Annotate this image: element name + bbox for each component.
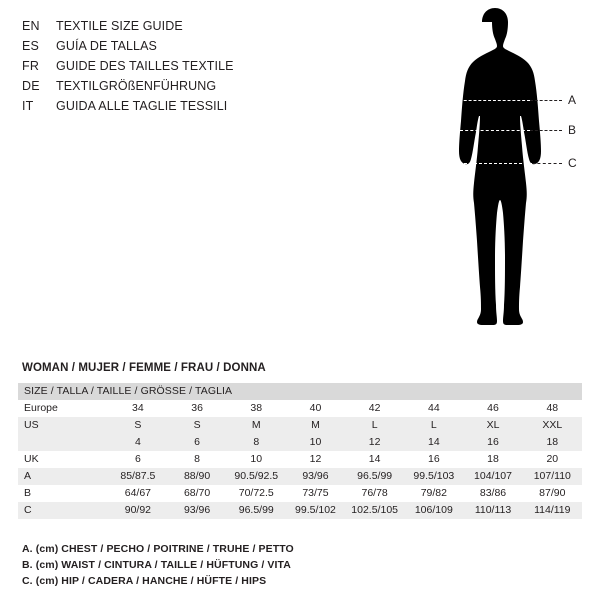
cell: 10 xyxy=(309,436,322,448)
cell: 34 xyxy=(132,402,144,414)
cell: 44 xyxy=(427,402,440,414)
cell: 114/119 xyxy=(534,504,571,516)
cell: 20 xyxy=(546,453,559,465)
cell: 36 xyxy=(191,402,203,414)
language-row-fr xyxy=(22,56,322,76)
table-row xyxy=(18,502,582,519)
measure-label-b: B xyxy=(568,123,577,137)
cell: 14 xyxy=(427,436,440,448)
cell: 40 xyxy=(309,402,322,414)
table-row xyxy=(18,485,582,502)
size-table-wrapper xyxy=(18,383,582,519)
cell: L xyxy=(371,419,378,431)
measure-line-a-inner xyxy=(454,100,530,101)
language-code-de: DE xyxy=(22,79,40,93)
row-label-us: US xyxy=(24,419,39,431)
row-label-c: C xyxy=(24,504,32,516)
table-row xyxy=(18,451,582,468)
cell: 93/96 xyxy=(302,470,329,482)
cell: 8 xyxy=(253,436,260,448)
cell: 79/82 xyxy=(420,487,447,499)
table-row xyxy=(18,400,582,417)
cell: 102.5/105 xyxy=(351,504,398,516)
cell: 18 xyxy=(487,453,499,465)
language-row-de xyxy=(22,76,322,96)
table-row xyxy=(18,417,582,434)
cell: 38 xyxy=(250,402,263,414)
cell: 99.5/103 xyxy=(413,470,455,482)
measure-line-b-inner xyxy=(460,130,530,131)
cell: 8 xyxy=(194,453,200,465)
measure-line-a-outer xyxy=(530,100,562,101)
cell: 16 xyxy=(487,436,499,448)
language-code-fr: FR xyxy=(22,59,40,73)
language-title-block xyxy=(22,16,322,116)
table-header-row xyxy=(18,383,582,400)
cell: 90.5/92.5 xyxy=(234,470,279,482)
measure-line-c-outer xyxy=(532,163,562,164)
cell: 12 xyxy=(309,453,322,465)
cell: XXL xyxy=(542,419,563,431)
table-header-cell: SIZE / TALLA / TAILLE / GRÖSSE / TAGLIA xyxy=(24,385,233,397)
language-text-it: GUIDA ALLE TAGLIE TESSILI xyxy=(56,99,228,113)
cell: 4 xyxy=(134,436,141,448)
cell: 93/96 xyxy=(183,504,211,516)
table-row xyxy=(18,434,582,451)
row-label-europe: Europe xyxy=(24,402,58,414)
language-text-es: GUÍA DE TALLAS xyxy=(56,39,157,53)
female-silhouette-icon xyxy=(410,8,590,368)
cell: 12 xyxy=(368,436,381,448)
cell: 18 xyxy=(546,436,559,448)
cell: 16 xyxy=(427,453,440,465)
cell: 90/92 xyxy=(124,504,152,516)
language-row-it xyxy=(22,96,322,116)
language-code-it: IT xyxy=(22,99,34,113)
section-heading-woman: WOMAN / MUJER / FEMME / FRAU / DONNA xyxy=(22,362,266,374)
cell: 48 xyxy=(546,402,559,414)
cell: 42 xyxy=(368,402,381,414)
row-label-a: A xyxy=(24,470,32,482)
cell: M xyxy=(251,419,261,431)
cell: 96.5/99 xyxy=(357,470,393,482)
cell: 110/113 xyxy=(474,504,512,516)
cell: 76/78 xyxy=(361,487,388,499)
cell: 85/87.5 xyxy=(120,470,156,482)
cell: 6 xyxy=(134,453,141,465)
cell: M xyxy=(311,419,320,431)
cell: 106/109 xyxy=(414,504,453,516)
cell: 10 xyxy=(250,453,263,465)
cell: L xyxy=(430,419,437,431)
cell: 83/86 xyxy=(479,487,507,499)
cell: 107/110 xyxy=(533,470,571,482)
footnote-c: C. (cm) HIP / CADERA / HANCHE / HÜFTE / HIPS xyxy=(22,575,267,587)
footnote-block xyxy=(22,541,582,589)
size-table xyxy=(18,383,582,519)
female-figure-diagram xyxy=(410,8,590,368)
cell: S xyxy=(134,419,142,431)
measure-label-c: C xyxy=(568,156,577,170)
language-text-de: TEXTILGRÖßENFÜHRUNG xyxy=(56,79,217,93)
measure-line-b-outer xyxy=(530,130,562,131)
cell: 14 xyxy=(368,453,381,465)
cell: 64/67 xyxy=(124,487,152,499)
language-code-en: EN xyxy=(22,19,40,33)
language-row-es xyxy=(22,36,322,56)
row-label-b: B xyxy=(24,487,32,499)
footnote-b: B. (cm) WAIST / CINTURA / TAILLE / HÜFTUNG / VITA xyxy=(22,559,291,571)
language-text-en: TEXTILE SIZE GUIDE xyxy=(56,19,183,33)
language-code-es: ES xyxy=(22,39,40,53)
cell: 73/75 xyxy=(302,487,329,499)
row-label-us-numeric xyxy=(18,434,108,451)
table-row xyxy=(18,468,582,485)
cell: 96.5/99 xyxy=(238,504,274,516)
cell: 70/72.5 xyxy=(238,487,274,499)
cell: 87/90 xyxy=(539,487,566,499)
cell: 99.5/102 xyxy=(295,504,336,516)
measure-label-a: A xyxy=(568,93,577,107)
cell: XL xyxy=(486,419,500,431)
language-row-en xyxy=(22,16,322,36)
cell: 104/107 xyxy=(474,470,512,482)
cell: 46 xyxy=(487,402,499,414)
language-text-fr: GUIDE DES TAILLES TEXTILE xyxy=(56,59,234,73)
cell: 6 xyxy=(194,436,200,448)
row-label-uk: UK xyxy=(24,453,39,465)
cell: S xyxy=(193,419,201,431)
cell: 88/90 xyxy=(183,470,211,482)
footnote-a: A. (cm) CHEST / PECHO / POITRINE / TRUHE / PETTO xyxy=(22,543,294,555)
cell: 68/70 xyxy=(183,487,211,499)
measure-line-c-inner xyxy=(454,163,532,164)
